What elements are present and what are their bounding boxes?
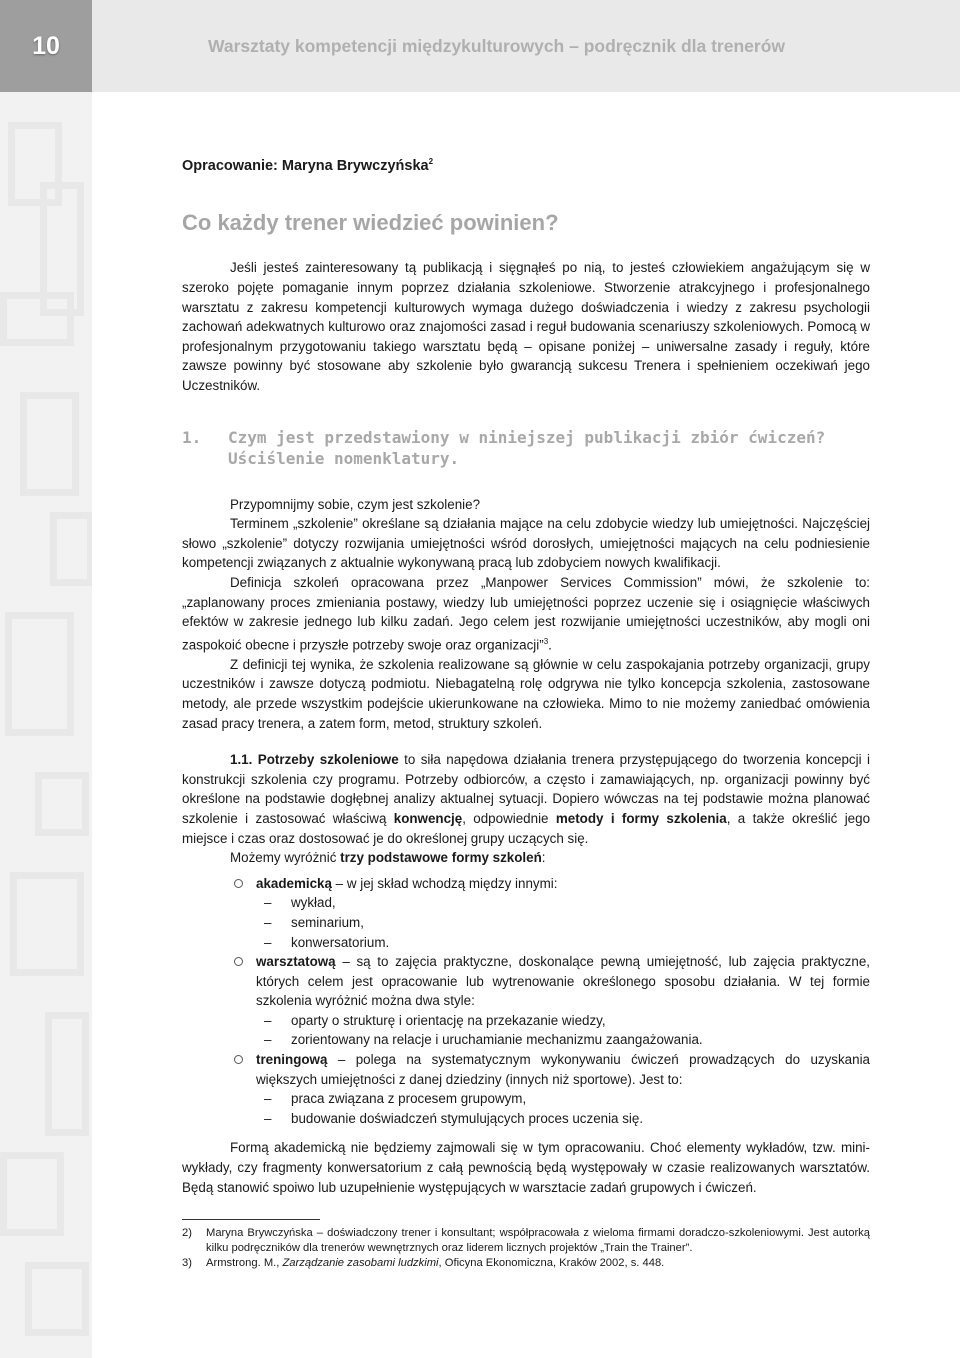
list-item: – budowanie doświadczeń stymulujących proces uczenia się.	[264, 1110, 644, 1126]
conclusion-paragraph: Z definicji tej wynika, że szkolenia realizowane są głównie w celu zaspokajania potrzeby organizacji, grupy uczestników i zawsze dotyczą podmiotu. Niebagatelną rolę odgrywa nie tylko koncepcja szkolenia, zastosowane metody, ale przede wszystkim podejście ukierunkowane na człowieka. Mimo to nie możemy zaniedbać omówienia zasad pracy trenera, a zatem form, metod, struktury szkoleń.	[182, 656, 870, 731]
quote-paragraph: Definicja szkoleń opracowana przez „Manpower Services Commission” mówi, że szkolenie to: „zaplanowany proces zmieniania postawy, wiedzy lub umiejętności poprzez uczenie się i osiągnięcie właściwych efektów w zakresie jednego lub kilku zadań. Jego celem jest rozwijanie umiejętności uczestników, aby mogli oni zaspokoić obecne i przyszłe potrzeby swoje oraz organizacji”$^3$.	[182, 574, 870, 653]
list-item: – wykład,	[264, 895, 336, 911]
list-item: akademicką – w jej skład wchodzą między innymi: – wykład, – seminarium, – konwersatorium.	[182, 874, 870, 952]
author-line	[182, 152, 870, 176]
sub-list	[256, 893, 870, 952]
section-number: 1.	[182, 427, 202, 447]
list-item: – oparty o strukturę i orientację na przekazanie wiedzy,	[264, 1012, 606, 1028]
bullet-ring-icon	[234, 1055, 243, 1064]
page-number: 10	[0, 0, 92, 92]
list-item: warsztatową – są to zajęcia praktyczne, doskonalące pewną umiejętność, lub zajęcia praktyczne, których celem jest opracowanie lub wytrenowanie określonego sposobu działania. W tej formie szkolenia wyróżnić można dwa style: – oparty o strukturę i orientację na przekazanie wiedzy, – zorientowany na relacje i uruchamianie mechanizmu zaangażowania.	[182, 952, 870, 1050]
intro-paragraph: Jeśli jesteś zainteresowany tą publikacją i sięgnąłeś po nią, to jesteś człowiekiem angażującym się w szeroko pojęte pomaganie innym poprzez działania szkoleniowe. Stworzenie atrakcyjnego i profesjonalnego warsztatu z zakresu kompetencji kulturowych wymaga dużego doświadczenia i wiedzy z zakresu psychologii zachowań adekwatnych kulturowo oraz znajomości zasad i reguł budowania scenariuszy szkoleniowych. Pomocą w profesjonalnym przygotowaniu takiego warsztatu będą – opisane poniżej – uniwersalne zasady i reguły, które zawsze powinny być stosowane aby szkolenie było gwarancją sukcesu Trenera i spełnieniem oczekiwań jego Uczestników.	[182, 260, 870, 393]
list-item: – zorientowany na relacje i uruchamianie mechanizmu zaangażowania.	[264, 1032, 703, 1048]
forms-intro: Możemy wyróżnić trzy podstawowe formy szkoleń:	[230, 850, 546, 866]
sub-list	[256, 1011, 870, 1050]
definition-paragraph: Terminem „szkolenie” określane są działania mające na celu zdobycie wiedzy lub umiejętności. Najczęściej słowo „szkolenie” dotyczy rozwijania umiejętności wśród dorosłych, umiejętności mających na celu podniesienie kompetencji związanych z aktualnie wykonywaną pracą lub zdobyciem nowych kwalifikacji.	[182, 516, 870, 571]
subsection-1-1	[182, 750, 870, 868]
list-item: – praca związana z procesem grupowym,	[264, 1091, 527, 1107]
subsection-number: 1.1.	[230, 752, 253, 768]
footnote-ref: 3	[543, 636, 549, 646]
footnotes	[182, 1219, 870, 1271]
closing-paragraph: Formą akademicką nie będziemy zajmowali się w tym opracowaniu. Choć elementy wykładów, tzw. mini-wykłady, czy fragmenty konwersatorium z całą pewnością będą występowały w czasie realizowanych warsztatów. Będą stanowić spoiwo lub uzupełnienie występujących w warsztacie zadań grupowych i ćwiczeń.	[182, 1140, 870, 1195]
bullet-ring-icon	[234, 957, 243, 966]
footnote: 2) Maryna Brywczyńska – doświadczony trener i konsultant; współpracowała z wieloma firmami doradczo-szkoleniowymi. Jest autorką kilku podręczników dla trenerów wewnętrznych oraz liderem licznych projektów „Train the Trainer”.	[182, 1227, 870, 1254]
section-question: Przypomnijmy sobie, czym jest szkolenie?	[230, 496, 481, 512]
footnote-divider	[182, 1219, 320, 1220]
running-title: Warsztaty kompetencji międzykulturowych – podręcznik dla trenerów	[208, 36, 785, 56]
page-content	[182, 152, 870, 1197]
page-header	[0, 0, 960, 92]
decorative-margin-pattern	[0, 92, 92, 1358]
section-title: Czym jest przedstawiony w niniejszej publikacji zbiór ćwiczeń? Uściślenie nomenklatury.	[228, 427, 826, 468]
bullet-ring-icon	[234, 879, 243, 888]
sub-list	[256, 1089, 870, 1128]
needs-paragraph: 1.1. Potrzeby szkoleniowe to siła napędowa działania trenera przystępującego do tworzenia koncepcji i konstrukcji szkolenia czy programu. Potrzeby odbiorców, a często i zamawiających, np. organizacji powinny być określone na podstawie dogłębnej analizy aktualnej sytuacji. Dopiero wówczas na tej podstawie można planować szkolenie i zastosować właściwą konwencję, odpowiednie metody i formy szkolenia, a także określić jego miejsce i czas oraz dostosować je do określonej grupy uczących się.	[182, 752, 871, 846]
author-label: Opracowanie: Maryna Brywczyńska	[182, 157, 429, 174]
footnote: 3) Armstrong. M., Zarządzanie zasobami ludzkimi, Oficyna Ekonomiczna, Kraków 2002, s. 448.	[182, 1257, 665, 1269]
footnote-ref: 2	[428, 157, 434, 166]
list-item: – konwersatorium.	[264, 934, 390, 950]
forms-list	[182, 874, 870, 1129]
section-heading	[182, 427, 870, 469]
list-item: – seminarium,	[264, 914, 364, 930]
article-title: Co każdy trener wiedzieć powinien?	[182, 210, 559, 236]
list-item: treningową – polega na systematycznym wykonywaniu ćwiczeń prowadzących do uzyskania większych umiejętności z danej dziedziny (innych niż sportowe). Jest to: – praca związana z procesem grupowym, – budowanie doświadczeń stymulujących proces uczenia się.	[182, 1050, 870, 1128]
